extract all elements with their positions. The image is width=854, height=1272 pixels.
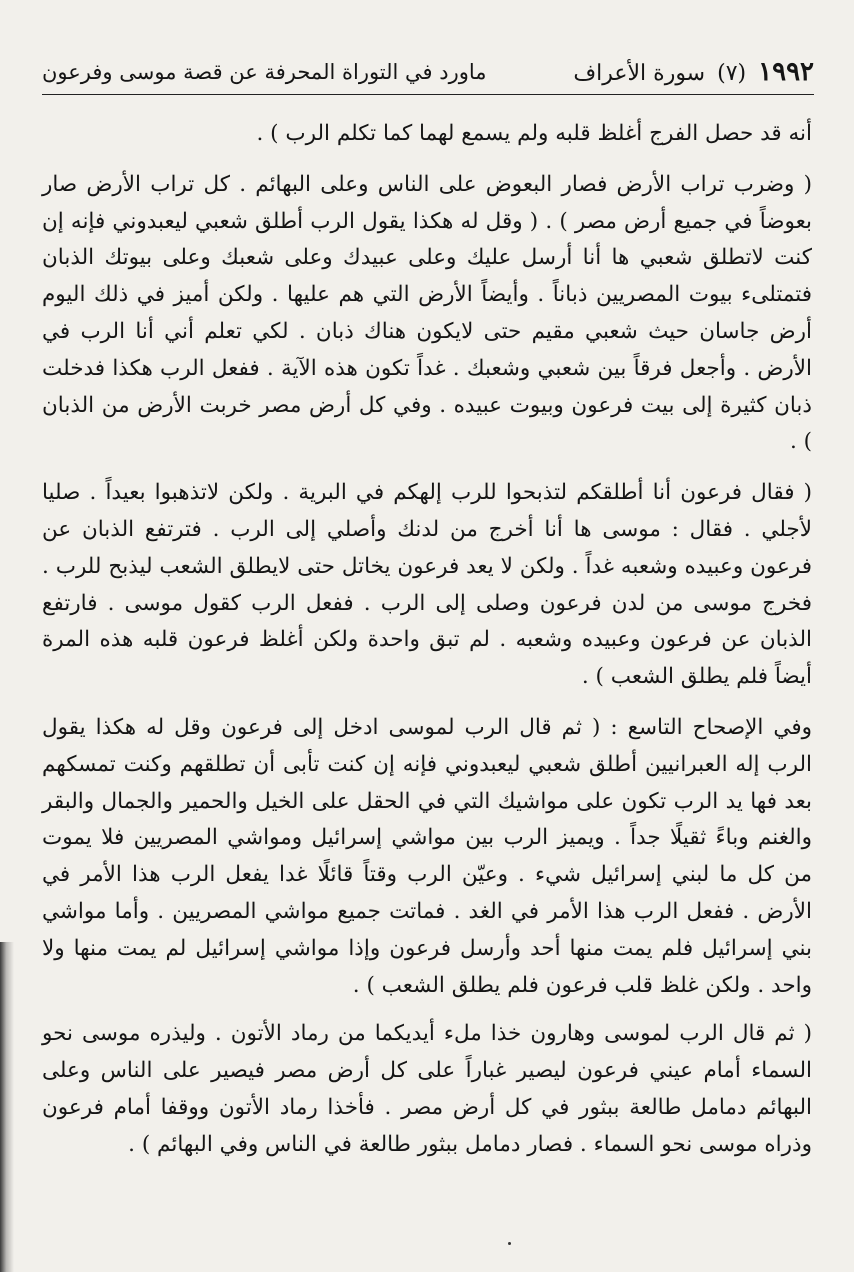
- page-header: [42, 50, 814, 95]
- running-title: ماورد في التوراة المحرفة عن قصة موسى وفرعون: [42, 60, 487, 84]
- paragraph-1: أنه قد حصل الفرج أغلظ قلبه ولم يسمع لهما كما تكلم الرب ) .: [256, 121, 812, 146]
- page-body: [42, 116, 812, 1176]
- paragraph-4: وفي الإصحاح التاسع : ( ثم قال الرب لموسى ادخل إلى فرعون وقل له هكذا يقول الرب إله العبرانيين أطلق شعبي ليعبدوني فإنه إن كنت تأبى أن تطلقهم وكنت تمسكهم بعد فها يد الرب تكون على مواشيك التي في الحقل على الخيل والحمير والجمال والبقر والغنم وباءً ثقيلًا جداً . ويميز الرب بين مواشي إسرائيل ومواشي المصريين فلا يموت من كل ما لبني إسرائيل شيء . وعيّن الرب وقتاً قائلًا غدا يفعل الرب هذا الأمر في الأرض . ففعل الرب هذا الأمر في الغد . فماتت جميع مواشي المصريين . وأما مواشي بني إسرائيل فلم يمت منها أحد وأرسل فرعون وإذا مواشي إسرائيل لم يمت منها ولا واحد . ولكن غلظ قلب فرعون فلم يطلق الشعب ) .: [42, 714, 812, 998]
- header-right-group: [573, 57, 814, 87]
- paper-speck: [508, 1242, 511, 1245]
- page-number: ١٩٩٢: [758, 57, 814, 87]
- chapter-number: (٧): [717, 61, 747, 86]
- paragraph-2: ( وضرب تراب الأرض فصار البعوض على الناس وعلى البهائم . كل تراب الأرض صار بعوضاً في جميع أرض مصر ) . ( وقل له هكذا يقول الرب أطلق شعبي ليعبدوني فإنه إن كنت لاتطلق شعبي ها أنا أرسل عليك وعلى عبيدك وعلى شعبك وعلى بيوتك الذبان فتمتلىء بيوت المصريين ذباناً . وأيضاً الأرض التي هم عليها . ولكن أميز في ذلك اليوم أرض جاسان حيث شعبي مقيم حتى لايكون هناك ذبان . لكي تعلم أني أنا الرب في الأرض . وأجعل فرقاً بين شعبي وشعبك . غداً تكون هذه الآية . ففعل الرب هكذا فدخلت ذبان كثيرة إلى بيت فرعون وبيوت عبيده . وفي كل أرض مصر خربت الأرض من الذبان ) .: [42, 171, 812, 455]
- paragraph-3: ( فقال فرعون أنا أطلقكم لتذبحوا للرب إلهكم في البرية . ولكن لاتذهبوا بعيداً . صليا لأجلي . فقال : موسى ها أنا أخرج من لدنك وأصلي إلى الرب . فترتفع الذبان عن فرعون وعبيده وشعبه غداً . ولكن لا يعد فرعون يخاتل حتى لايطلق الشعب ليذبح للرب . فخرج موسى من لدن فرعون وصلى إلى الرب . ففعل الرب كقول موسى . فارتفع الذبان عن فرعون وعبيده وشعبه . لم تبق واحدة ولكن أغلظ فرعون قلبه هذه المرة أيضاً فلم يطلق الشعب ) .: [42, 480, 812, 690]
- surah-name: سورة الأعراف: [573, 61, 706, 86]
- binding-shadow: [0, 942, 14, 1272]
- paragraph-5: ( ثم قال الرب لموسى وهارون خذا ملء أيديكما من رماد الأتون . وليذره موسى نحو السماء أمام عيني فرعون ليصير غباراً على كل أرض مصر فيصير على الناس وعلى البهائم دمامل طالعة ببثور في كل أرض مصر . فأخذا رماد الأتون ووقفا أمام فرعون وذراه موسى نحو السماء . فصار دمامل ببثور طالعة في الناس وفي البهائم ) .: [42, 1021, 812, 1157]
